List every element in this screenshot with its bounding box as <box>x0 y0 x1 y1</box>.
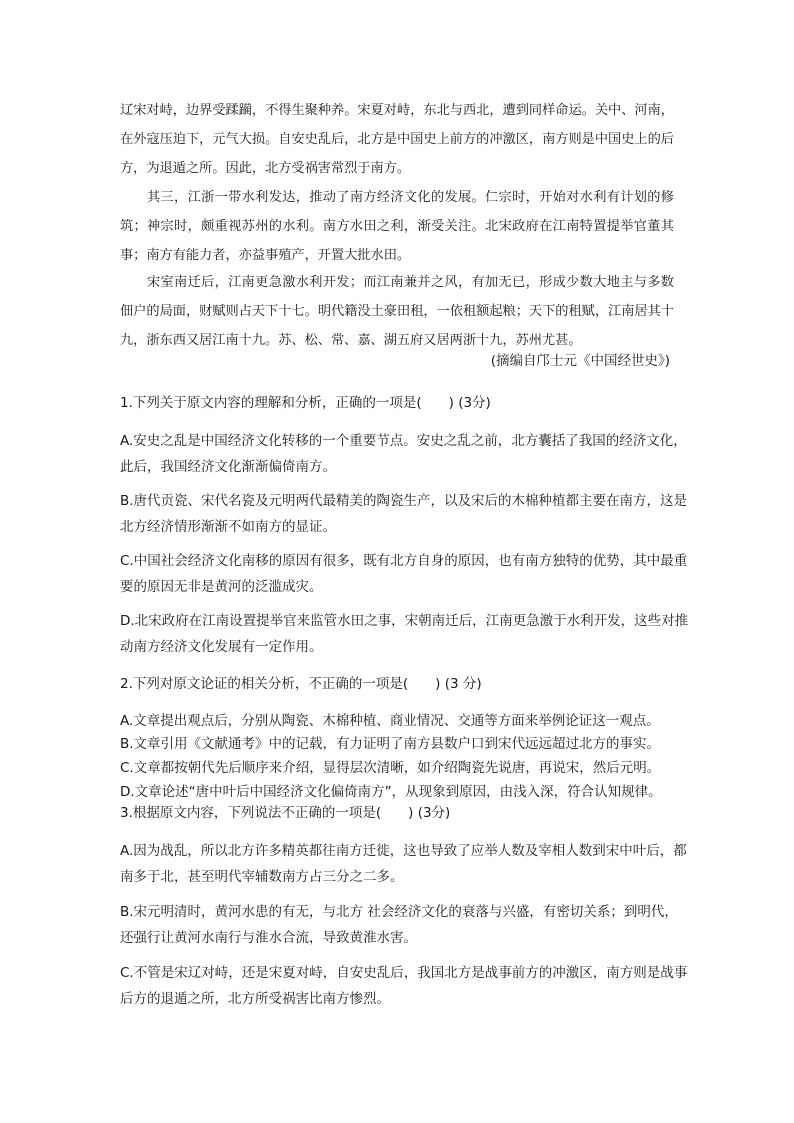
question-stem: 3.根据原文内容，下列说法不正确的一项是( ) (3分) <box>120 805 451 821</box>
question-option: C.不管是宋辽对峙，还是宋夏对峙，自安史乱后，我国北方是战事前方的冲激区，南方则是战事后方的退遁之所，北方所受祸害比南方惨烈。 <box>120 965 688 1007</box>
passage-paragraph: 宋室南迁后，江南更急激水利开发；而江南兼并之风，有加无已，形成少数大地主与多数佃户的局面，财赋则占天下十七。明代籍没土豪田租，一依租额起粮；天下的租赋，江南居其十九，浙东西又居江南十九。苏、松、常、嘉、湖五府又居两浙十九，苏州尤甚。 <box>120 275 674 348</box>
question-option: C.中国社会经济文化南移的原因有很多，既有北方自身的原因，也有南方独特的优势，其中最重要的原因无非是黄河的泛滥成灾。 <box>120 553 688 595</box>
question-stem: 1.下列关于原文内容的理解和分析，正确的一项是( ) (3分) <box>120 395 491 411</box>
question-option: A.文章提出观点后，分别从陶瓷、木棉种植、商业情况、交通等方面来举例论证这一观点。 <box>120 713 660 729</box>
passage-paragraph: 辽宋对峙，边界受蹂躏，不得生聚种养。宋夏对峙，东北与西北，遭到同样命运。关中、河南，在外寇压迫下，元气大损。自安史乱后，北方是中国史上前方的冲激区，南方则是中国史上的后方，为退遁之所。因此，北方受祸害常烈于南方。 <box>120 103 674 176</box>
question-stem: 2.下列对原文论证的相关分析，不正确的一项是( ) (3 分) <box>120 676 482 692</box>
question-option: C.文章都按朝代先后顺序来介绍，显得层次清晰，如介绍陶瓷先说唐，再说宋，然后元明。 <box>120 760 661 776</box>
question-option: B.唐代贡瓷、宋代名瓷及元明两代最精美的陶瓷生产，以及宋后的木棉种植都主要在南方，这是北方经济情形渐渐不如南方的显证。 <box>120 493 688 535</box>
question-option: A.安史之乱是中国经济文化转移的一个重要节点。安史之乱之前，北方囊括了我国的经济文化，此后，我国经济文化渐渐偏倚南方。 <box>120 433 687 475</box>
question-option: B.文章引用《文献通考》中的记载，有力证明了南方县数户口到宋代远远超过北方的事实。 <box>120 736 661 752</box>
question-option: B.宋元明清时，黄河水患的有无，与北方 社会经济文化的衰落与兴盛，有密切关系；到明代，还强行让黄河水南行与淮水合流，导致黄淮水害。 <box>120 904 678 946</box>
question-option: D.文章论述“唐中叶后中国经济文化偏倚南方”，从现象到原因，由浅入深，符合认知规律。 <box>120 784 662 800</box>
passage-source: (摘编自邝士元《中国经世史》) <box>490 353 670 369</box>
question-option: D.北宋政府在江南设置提举官来监管水田之事，宋朝南迁后，江南更急激于水利开发，这些对推动南方经济文化发展有一定作用。 <box>120 613 689 655</box>
question-option: A.因为战乱，所以北方许多精英都往南方迁徙，这也导致了应举人数及宰相人数到宋中叶后，都南多于北，甚至明代宰辅数南方占三分之二多。 <box>120 843 687 885</box>
passage-paragraph: 其三，江浙一带水利发达，推动了南方经济文化的发展。仁宗时，开始对水利有计划的修筑；神宗时，颇重视苏州的水利。南方水田之利，渐受关注。北宋政府在江南特置提举官董其事；南方有能力者，亦益事殖产，开置大批水田。 <box>120 190 674 263</box>
